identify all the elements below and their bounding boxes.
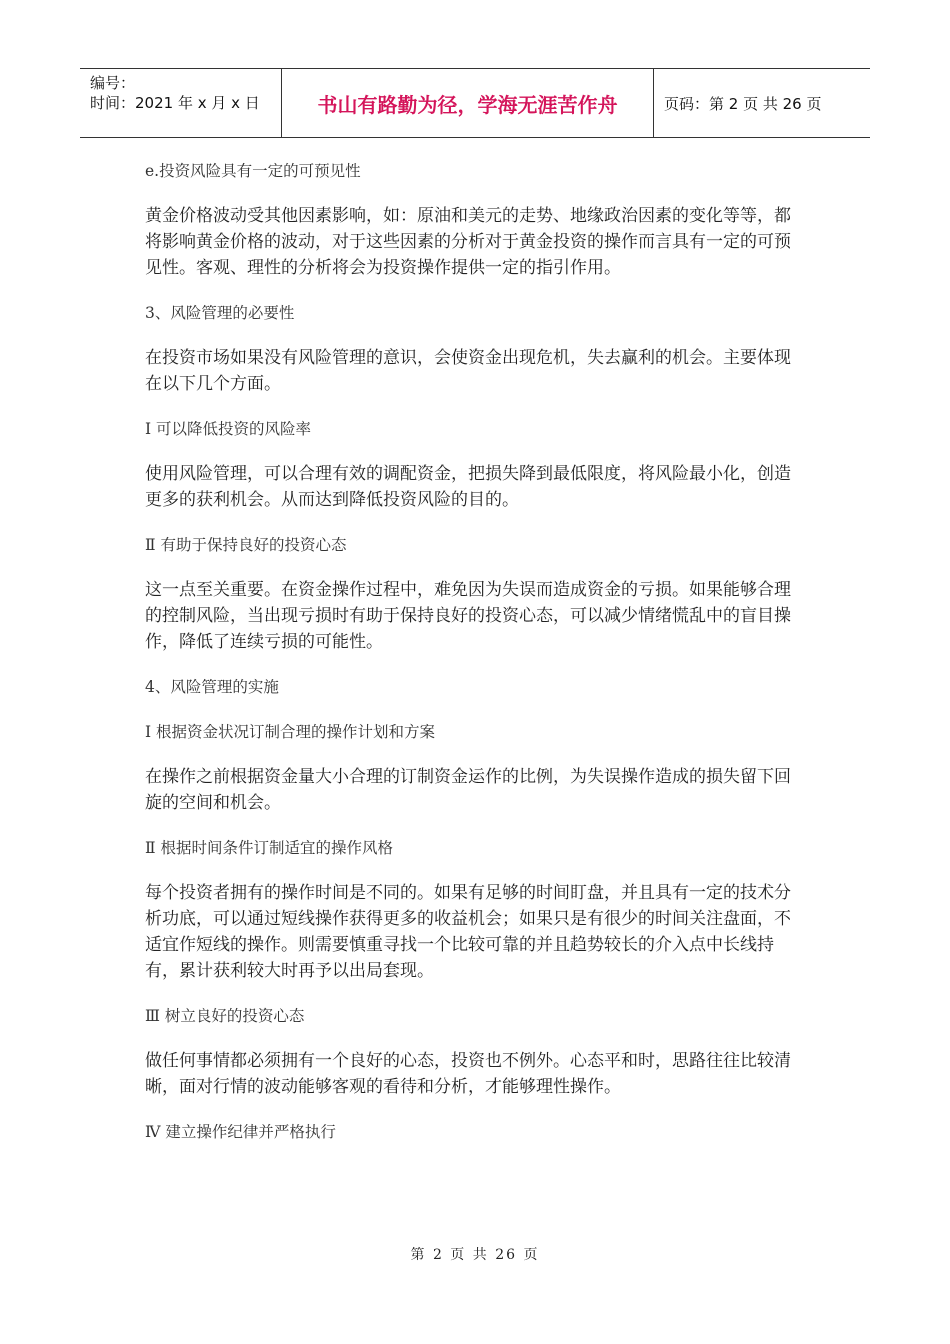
section-heading: Ⅳ 建立操作纪律并严格执行: [145, 1123, 336, 1141]
page-footer: 第 2 页 共 26 页: [410, 1247, 540, 1263]
document-number-label: 编号：: [90, 74, 136, 92]
section-heading: Ⅲ 树立良好的投资心态: [145, 1007, 305, 1025]
paragraph: 在操作之前根据资金量大小合理的订制资金运作的比例，为失误操作造成的损失留下回旋的空间和机会。: [145, 767, 791, 813]
section-heading: Ⅱ 有助于保持良好的投资心态: [145, 536, 347, 554]
document-date: 时间：2021 年 x 月 x 日: [90, 94, 260, 112]
section-heading: 4、风险管理的实施: [145, 678, 279, 696]
paragraph: 黄金价格波动受其他因素影响，如：原油和美元的走势、地缘政治因素的变化等等，都将影响黄金价格的波动，对于这些因素的分析对于黄金投资的操作而言具有一定的可预见性。客观、理性的分析将会为投资操作提供一定的指引作用。: [145, 206, 791, 278]
paragraph: 这一点至关重要。在资金操作过程中，难免因为失误而造成资金的亏损。如果能够合理的控制风险，当出现亏损时有助于保持良好的投资心态，可以减少情绪慌乱中的盲目操作，降低了连续亏损的可能性。: [145, 580, 791, 652]
header-motto: 书山有路勤为径，学海无涯苦作舟: [282, 69, 654, 137]
page-header: [80, 68, 870, 138]
section-heading: e.投资风险具有一定的可预见性: [145, 162, 361, 180]
document-body: [145, 158, 805, 1145]
header-meta: [80, 69, 282, 137]
section-heading: Ⅱ 根据时间条件订制适宜的操作风格: [145, 839, 393, 857]
section-heading: Ⅰ 可以降低投资的风险率: [145, 420, 312, 438]
paragraph: 在投资市场如果没有风险管理的意识，会使资金出现危机，失去赢利的机会。主要体现在以下几个方面。: [145, 348, 791, 394]
paragraph: 使用风险管理，可以合理有效的调配资金，把损失降到最低限度，将风险最小化，创造更多的获利机会。从而达到降低投资风险的目的。: [145, 464, 791, 510]
header-page-info: 页码：第 2 页 共 26 页: [664, 94, 822, 113]
section-heading: 3、风险管理的必要性: [145, 304, 295, 322]
section-heading: Ⅰ 根据资金状况订制合理的操作计划和方案: [145, 723, 436, 741]
paragraph: 做任何事情都必须拥有一个良好的心态，投资也不例外。心态平和时，思路往往比较清晰，面对行情的波动能够客观的看待和分析，才能够理性操作。: [145, 1051, 791, 1097]
paragraph: 每个投资者拥有的操作时间是不同的。如果有足够的时间盯盘，并且具有一定的技术分析功底，可以通过短线操作获得更多的收益机会；如果只是有很少的时间关注盘面，不适宜作短线的操作。则需要慎重寻找一个比较可靠的并且趋势较长的介入点中长线持有，累计获利较大时再予以出局套现。: [145, 883, 791, 981]
